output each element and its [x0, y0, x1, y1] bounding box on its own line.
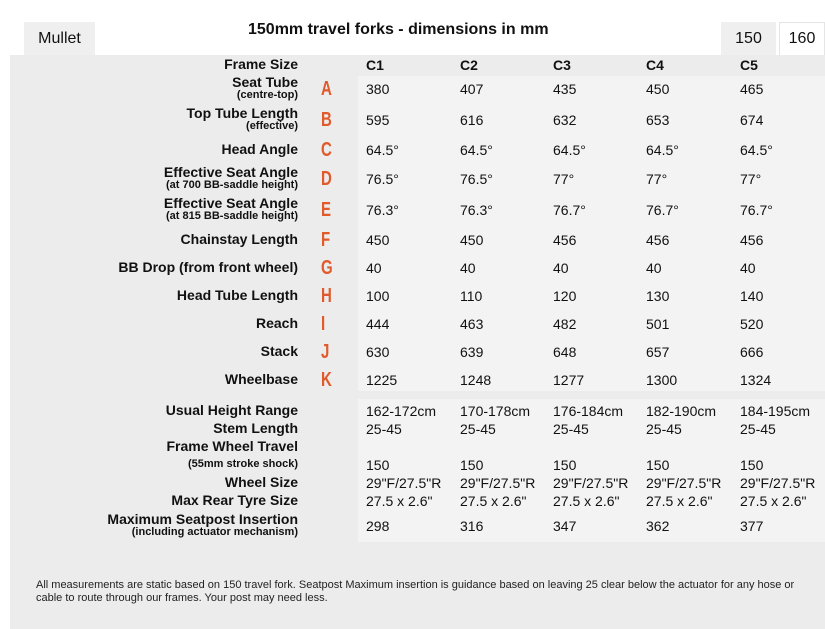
page-title: 150mm travel forks - dimensions in mm: [248, 21, 549, 38]
geometry-value: 595: [366, 112, 390, 128]
tab-150[interactable]: 150: [721, 22, 776, 55]
geometry-value: 76.7°: [740, 202, 773, 218]
spec-value: 176-184cm: [553, 403, 624, 419]
geometry-value: 444: [366, 316, 390, 332]
spec-value: 150: [646, 457, 670, 473]
spec-value: 25-45: [460, 421, 496, 437]
geometry-letter-k: K: [321, 369, 332, 391]
geometry-value: 77°: [553, 171, 575, 187]
geometry-value: 450: [460, 232, 484, 248]
geometry-value: 40: [460, 260, 476, 276]
geometry-row-label: Wheelbase: [224, 371, 298, 387]
geometry-value: 140: [740, 288, 764, 304]
size-header-c3: C3: [553, 57, 571, 73]
spec-value: 29"F/27.5"R: [366, 475, 442, 491]
geometry-row-label: BB Drop (from front wheel): [118, 259, 298, 275]
geometry-row-label: Reach: [255, 315, 298, 331]
geometry-value: 456: [553, 232, 577, 248]
geometry-row-sublabel: (centre-top): [236, 89, 298, 101]
spec-value: 182-190cm: [646, 403, 717, 419]
geometry-row-label: Effective Seat Angle (at 700 BB-saddle height): [163, 164, 298, 191]
geometry-value: 1324: [740, 372, 772, 388]
geometry-value: 674: [740, 112, 764, 128]
geometry-value: 450: [366, 232, 390, 248]
geometry-letter-a: A: [321, 78, 332, 100]
geometry-letter-d: D: [321, 168, 332, 190]
geometry-row-label: Stack: [260, 343, 298, 359]
size-header-c4: C4: [646, 57, 664, 73]
letter-column: [306, 55, 358, 542]
geometry-value: 100: [366, 288, 390, 304]
tab-160[interactable]: 160: [779, 22, 825, 55]
spec-row-label: Stem Length: [213, 420, 298, 436]
spec-value: 29"F/27.5"R: [740, 475, 816, 491]
spec-value: 27.5 x 2.6": [553, 493, 620, 509]
spec-row-label: Frame Wheel Travel (55mm stroke shock): [166, 438, 298, 470]
geometry-row-label: Effective Seat Angle (at 815 BB-saddle height): [163, 195, 298, 222]
geometry-value: 482: [553, 316, 577, 332]
geometry-value: 1277: [553, 372, 585, 388]
spec-value: 347: [553, 518, 577, 534]
geometry-value: 76.3°: [366, 202, 399, 218]
geometry-value: 653: [646, 112, 670, 128]
spec-value: 25-45: [740, 421, 776, 437]
geometry-value: 76.3°: [460, 202, 493, 218]
footnote: All measurements are static based on 150 travel fork. Seatpost Maximum insertion is guidance based on leaving 25 clear below the actuator for any hose or cable to route through our frames. Your post may need less.: [36, 579, 795, 604]
geometry-value: 666: [740, 344, 764, 360]
geometry-value: 1225: [366, 372, 398, 388]
geometry-value: 456: [646, 232, 670, 248]
spec-value: 25-45: [646, 421, 682, 437]
geometry-letter-h: H: [321, 285, 332, 307]
geometry-letter-e: E: [321, 199, 332, 221]
spec-value: 184-195cm: [740, 403, 811, 419]
geometry-value: 465: [740, 81, 764, 97]
geometry-value: 616: [460, 112, 484, 128]
geometry-value: 76.7°: [646, 202, 679, 218]
spec-value: 29"F/27.5"R: [646, 475, 722, 491]
spec-value: 162-172cm: [366, 403, 437, 419]
geometry-letter-f: F: [321, 229, 331, 251]
spec-value: 150: [366, 457, 390, 473]
geometry-value: 77°: [740, 171, 762, 187]
geometry-row-label: Top Tube Length (effective): [186, 105, 298, 132]
geometry-value: 463: [460, 316, 484, 332]
geometry-value: 130: [646, 288, 670, 304]
geometry-value: 40: [366, 260, 382, 276]
geometry-value: 630: [366, 344, 390, 360]
spec-value: 27.5 x 2.6": [646, 493, 713, 509]
geometry-value: 648: [553, 344, 577, 360]
frame-size-label: Frame Size: [224, 56, 298, 72]
size-header-c5: C5: [740, 57, 758, 73]
geometry-value: 435: [553, 81, 577, 97]
geometry-value: 407: [460, 81, 484, 97]
spec-value: 150: [740, 457, 764, 473]
spec-value: 27.5 x 2.6": [366, 493, 433, 509]
geometry-value: 520: [740, 316, 764, 332]
geometry-value: 64.5°: [460, 142, 493, 158]
spec-value: 150: [460, 457, 484, 473]
spec-value: 316: [460, 518, 484, 534]
geometry-value: 110: [460, 288, 483, 304]
geometry-row-sublabel: (effective): [246, 120, 298, 132]
spec-value: 29"F/27.5"R: [553, 475, 629, 491]
geometry-letter-c: C: [321, 139, 332, 161]
geometry-value: 64.5°: [366, 142, 399, 158]
spec-row-sublabel: (including actuator mechanism): [131, 526, 298, 538]
geometry-value: 1248: [460, 372, 492, 388]
geometry-value: 40: [740, 260, 756, 276]
geometry-value: 450: [646, 81, 670, 97]
geometry-value: 639: [460, 344, 484, 360]
geometry-value: 76.5°: [366, 171, 399, 187]
spec-row-label: Max Rear Tyre Size: [171, 492, 298, 508]
geometry-value: 40: [553, 260, 569, 276]
spec-value: 27.5 x 2.6": [460, 493, 527, 509]
geometry-value: 64.5°: [646, 142, 679, 158]
geometry-value: 456: [740, 232, 764, 248]
geometry-row-label: Seat Tube (centre-top): [232, 74, 298, 101]
spec-value: 27.5 x 2.6": [740, 493, 807, 509]
spec-value: 150: [553, 457, 577, 473]
geometry-value: 501: [646, 316, 670, 332]
geometry-row-sublabel: (at 700 BB-saddle height): [165, 179, 298, 191]
geometry-value: 1300: [646, 372, 678, 388]
geometry-row-label: Head Angle: [221, 141, 298, 157]
spec-value: 29"F/27.5"R: [460, 475, 536, 491]
size-header-c1: C1: [366, 57, 384, 73]
geometry-value: 632: [553, 112, 577, 128]
spec-value: 25-45: [366, 421, 402, 437]
geometry-value: 120: [553, 288, 577, 304]
geometry-value: 76.7°: [553, 202, 586, 218]
spec-row-sublabel: (55mm stroke shock): [187, 458, 298, 470]
geometry-value: 64.5°: [740, 142, 773, 158]
tab-mullet[interactable]: Mullet: [24, 22, 95, 55]
geometry-value: 40: [646, 260, 662, 276]
geometry-letter-j: J: [321, 341, 330, 363]
spec-value: 25-45: [553, 421, 589, 437]
geometry-value: 380: [366, 81, 390, 97]
spec-value: 298: [366, 518, 390, 534]
spec-value: 377: [740, 518, 764, 534]
geometry-row-sublabel: (at 815 BB-saddle height): [165, 210, 298, 222]
spec-row-label: Usual Height Range: [165, 402, 298, 418]
spec-value: 170-178cm: [460, 403, 531, 419]
geometry-letter-b: B: [321, 109, 332, 131]
spec-value: 362: [646, 518, 670, 534]
geometry-letter-g: G: [321, 257, 333, 279]
spec-row-label: Wheel Size: [224, 474, 298, 490]
geometry-value: 76.5°: [460, 171, 493, 187]
geometry-value: 64.5°: [553, 142, 586, 158]
spec-row-label: Maximum Seatpost Insertion (including actuator mechanism): [107, 511, 298, 538]
geometry-row-label: Chainstay Length: [180, 231, 298, 247]
geometry-letter-i: I: [321, 313, 326, 335]
geometry-value: 657: [646, 344, 670, 360]
size-header-c2: C2: [460, 57, 478, 73]
geometry-row-label: Head Tube Length: [176, 287, 298, 303]
section-divider: [10, 391, 825, 399]
geometry-value: 77°: [646, 171, 668, 187]
